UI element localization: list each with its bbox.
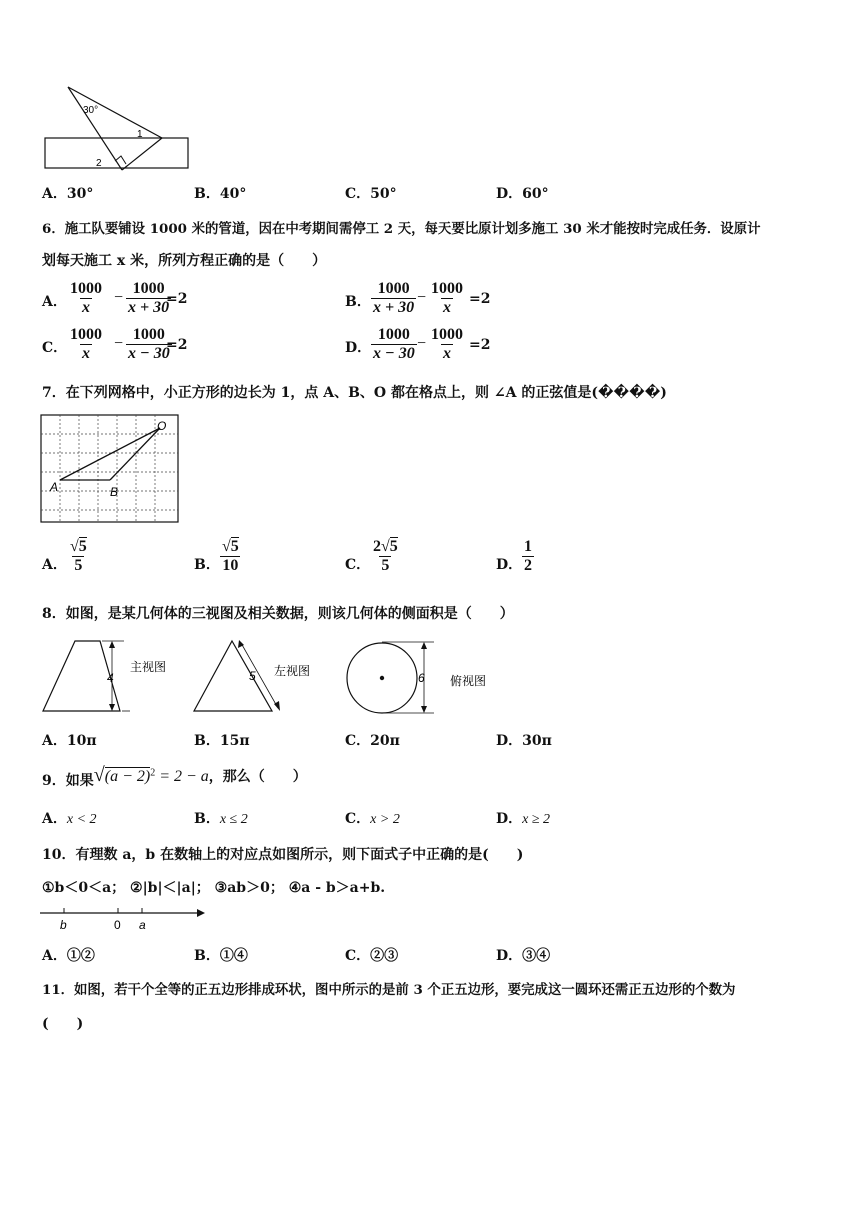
q8-height-label: 4 <box>107 671 114 685</box>
q5-figure <box>40 82 195 174</box>
q10-statements: ①b＜0＜a； ②|b|＜|a|； ③ab＞0； ④a - b＞a+b. <box>42 880 386 896</box>
q8-slant-label: 5 <box>249 669 256 683</box>
q5-angle-1-label: 1 <box>137 129 143 140</box>
q5-option-d[interactable]: D．60° <box>496 186 549 202</box>
q7-grid-figure <box>40 414 180 524</box>
q10-point-b-label: b <box>60 918 67 932</box>
q5-option-a[interactable]: A．30° <box>42 186 94 202</box>
q8-top-view-label: 俯视图 <box>450 674 487 688</box>
q10-zero-label: 0 <box>114 918 121 932</box>
q11-stem-line1: 11．如图，若干个全等的正五边形排成环状，图中所示的是前 3 个正五边形，要完成这一圆环还需正五边形的个数为 <box>42 982 736 998</box>
q8-option-d[interactable]: D．30π <box>496 733 552 749</box>
q9-stem: 9．如果$√(a - 2)^2 = 2 - a$，那么（ ） <box>42 764 307 789</box>
q7-point-a-label: A <box>50 480 59 494</box>
q5-option-c[interactable]: C．50° <box>345 186 397 202</box>
q6-stem-line2: 划每天施工 x 米，所列方程正确的是（ ） <box>42 253 327 269</box>
q7-option-d[interactable]: D． $\frac{1}{2}$ <box>496 538 532 574</box>
q5-angle-2-label: 2 <box>96 158 102 169</box>
q8-option-b[interactable]: B．15π <box>194 733 250 749</box>
q9-option-b[interactable]: B．x ≤ 2 <box>194 811 248 827</box>
q7-stem: 7．在下列网格中，小正方形的边长为 1，点 A、B、O 都在格点上，则 ∠A 的正弦值是(����) <box>42 385 667 401</box>
q10-point-a-label: a <box>139 918 146 932</box>
q9-option-d[interactable]: D．x ≥ 2 <box>496 811 551 827</box>
q6-stem-line1: 6．施工队要铺设 1000 米的管道，因在中考期间需停工 2 天，每天要比原计划多施工 30 米才能按时完成任务．设原计 <box>42 221 761 237</box>
q6-option-b[interactable]: B． $\frac{1000}{x + 30}$ − $\frac{1000}{x}$ =2 <box>345 280 491 316</box>
q5-option-b[interactable]: B．40° <box>194 186 247 202</box>
q7-option-c[interactable]: C． $\frac{2√5}{5}$ <box>345 538 398 574</box>
q8-left-view-label: 左视图 <box>274 664 311 678</box>
q8-option-c[interactable]: C．20π <box>345 733 400 749</box>
q10-number-line <box>40 905 210 933</box>
q8-left-view <box>192 636 332 716</box>
q10-option-d[interactable]: D．③④ <box>496 948 551 964</box>
q6-option-c[interactable]: C． $\frac{1000}{x}$ − $\frac{1000}{x - 30}$ =2 <box>42 326 188 362</box>
q7-option-b[interactable]: B． $\frac{√5}{10}$ <box>194 538 239 574</box>
q6-option-a[interactable]: A． $\frac{1000}{x}$ − $\frac{1000}{x + 30}$ =2 <box>42 280 188 316</box>
q7-point-b-label: B <box>110 485 119 499</box>
q10-option-c[interactable]: C．②③ <box>345 948 399 964</box>
q8-front-view <box>40 636 180 716</box>
q9-option-c[interactable]: C．x > 2 <box>345 811 400 827</box>
q5-angle-30-label: 30° <box>83 105 99 116</box>
q8-diameter-label: 6 <box>418 671 425 685</box>
q10-option-b[interactable]: B．①④ <box>194 948 248 964</box>
q7-point-o-label: O <box>157 419 167 433</box>
q6-option-d[interactable]: D． $\frac{1000}{x - 30}$ − $\frac{1000}{x}$ =2 <box>345 326 491 362</box>
q8-option-a[interactable]: A．10π <box>42 733 97 749</box>
q7-option-a[interactable]: A． $\frac{√5}{5}$ <box>42 538 87 574</box>
q8-stem: 8．如图，是某几何体的三视图及相关数据，则该几何体的侧面积是（ ） <box>42 606 514 622</box>
q8-top-view <box>344 636 504 718</box>
q8-front-view-label: 主视图 <box>130 660 167 674</box>
q9-option-a[interactable]: A．x < 2 <box>42 811 97 827</box>
q10-option-a[interactable]: A．①② <box>42 948 95 964</box>
q10-stem: 10．有理数 a，b 在数轴上的对应点如图所示，则下面式子中正确的是( ) <box>42 847 524 863</box>
q11-stem-line2: ( ) <box>42 1016 84 1032</box>
